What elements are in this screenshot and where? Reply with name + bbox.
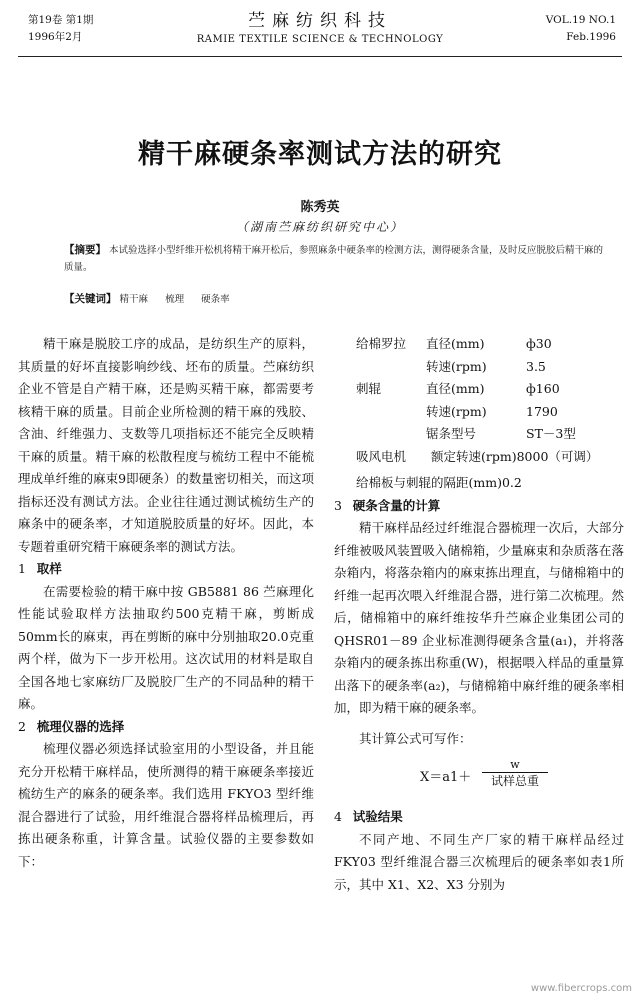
section-number: 3 <box>334 497 342 513</box>
journal-name <box>18 10 622 48</box>
sampling-paragraph: 在需要检验的精干麻中按 GB5881 86 苎麻理化性能试验取样方法抽取约500克精干麻，剪断成50mm长的麻束，再在剪断的麻中分别抽取20.0克重两个样，做为下一步开松用。这次试用的材料是取自全国各地七家麻纺厂及脱胶厂生产的不同品种的精干麻。 <box>18 583 314 711</box>
param-name: 直径(mm) <box>426 381 485 396</box>
instrument-paragraph: 梳理仪器必须选择试验室用的小型设备，并且能充分开松精干麻样品，使所测得的精干麻硬条率接近梳纺生产的麻条的硬条率。我们选用 FKYO3 型纤维混合器进行了试验，用纤维混合器将样品梳理后，再拣出硬条称重，计算含量。试验仪器的主要参数如下： <box>18 741 314 869</box>
param-row <box>334 378 624 401</box>
formula-numerator: w <box>482 758 548 773</box>
formula-intro: 其计算公式可写作： <box>359 730 472 746</box>
results-paragraph: 不同产地、不同生产厂家的精干麻样品经过 FKY03 型纤维混合器三次梳理后的硬条率如表1所示，其中 X1、X2、X3 分别为 <box>334 831 624 892</box>
param-row <box>334 333 624 356</box>
volume-issue: 第19卷 第1期 <box>28 14 94 26</box>
volume-issue-en: VOL.19 NO.1 <box>545 14 616 26</box>
param-part <box>334 356 426 379</box>
section-heading-calculation <box>334 495 624 518</box>
intro-paragraph: 精干麻是脱胶工序的成品，是纺织生产的原料，其质量的好坏直接影响纱线、坯布的质量。苎麻纺织企业不管是自产精干麻，还是购买精干麻，都需要考核精干麻的质量。目前企业所检测的精干麻的残胶、含油、纤维强力、支数等几项指标还不能完全反映精干麻的质量。精干麻的松散程度与梳纺工程中不能梳理成单纤维的麻束9即硬条）的数量密切相关，而这项指标还没有测试方法。企业往往通过测试梳纺生产的麻条中的硬条率，才知道脱胶质量的好坏。因此，本专题着重研究精干麻硬条率的测试方法。 <box>18 336 314 554</box>
section-number: 4 <box>334 809 342 824</box>
param-part <box>334 423 426 446</box>
author-name: 陈秀英 <box>300 200 340 215</box>
param-name: 转速(rpm) <box>426 358 487 374</box>
left-column <box>18 333 314 873</box>
param-value: ST－3型 <box>526 426 576 441</box>
issue-info-en <box>546 12 616 46</box>
right-column <box>334 333 624 896</box>
param-name: 直径(mm) <box>426 336 485 351</box>
article-title: 精干麻硬条率测试方法的研究 <box>138 139 502 170</box>
param-part <box>334 401 426 424</box>
keyword: 硬条率 <box>201 294 230 305</box>
formula-lhs: X＝a1＋ <box>420 770 472 785</box>
section-title: 试验结果 <box>352 809 403 824</box>
section-heading-instrument <box>18 716 314 739</box>
keyword: 精干麻 <box>119 294 149 305</box>
gap-param: 给棉板与刺辊的隔距(mm)0.2 <box>356 475 522 490</box>
keywords <box>64 291 604 306</box>
param-name: 锯条型号 <box>426 426 477 441</box>
running-header <box>18 10 622 54</box>
section-number: 2 <box>18 718 26 734</box>
journal-name-en: RAMIE TEXTILE SCIENCE & TECHNOLOGY <box>196 34 444 45</box>
abstract-label: 【摘要】 <box>64 244 106 256</box>
param-row <box>334 423 624 446</box>
keyword: 梳理 <box>165 294 185 305</box>
formula-fraction <box>482 758 548 790</box>
param-row <box>334 401 624 424</box>
abstract-text: 本试验选择小型纤维开松机将精干麻开松后，参照麻条中硬条率的检测方法，测得硬条含量，及时反应脱胶后精干麻的质量。 <box>64 245 604 273</box>
param-value: ф160 <box>526 381 560 396</box>
motor-param: 吸风电机 额定转速(rpm)8000（可调） <box>356 448 599 464</box>
param-value: ф30 <box>526 336 552 351</box>
watermark: www.fibercrops.com <box>530 983 632 994</box>
calculation-paragraph: 精干麻样品经过纤维混合器梳理一次后，大部分纤维被吸风装置吸入储棉箱，少量麻束和杂质落在落杂箱内，将落杂箱内的麻束拣出理直，与储棉箱中的纤维一起再次喂入纤维混合器，进行第二次梳理。然后，储棉箱中的麻纤维按华升苎麻企业集团公司的 QHSR01－89 企业标准测得硬条含量(a₁)，并将落杂箱内的硬条拣出称重(W)，根据喂入样品的重量算出落下的硬条率(a₂)，与储棉箱中麻纤维的硬条率相加，即为精干麻的硬条率。 <box>334 520 624 715</box>
param-part: 给棉罗拉 <box>356 336 407 351</box>
keywords-label: 【关键词】 <box>64 293 117 305</box>
param-row <box>334 356 624 379</box>
section-title: 硬条含量的计算 <box>352 497 441 513</box>
section-title: 取样 <box>36 561 62 576</box>
hardstrip-formula <box>334 758 624 794</box>
section-heading-results <box>334 806 624 829</box>
journal-name-cn: 苎麻纺织科技 <box>248 11 392 31</box>
param-value: 1790 <box>526 403 558 419</box>
issue-date-en: Feb.1996 <box>566 31 616 43</box>
param-part: 刺辊 <box>356 381 382 396</box>
abstract <box>64 242 604 276</box>
author-affiliation: （湖南苎麻纺织研究中心） <box>235 220 404 234</box>
header-rule <box>18 56 622 57</box>
section-heading-sampling <box>18 558 314 581</box>
formula-denominator: 试样总重 <box>490 774 539 788</box>
param-value: 3.5 <box>526 358 546 374</box>
section-number: 1 <box>18 561 26 576</box>
param-name: 转速(rpm) <box>426 403 487 419</box>
section-title: 梳理仪器的选择 <box>36 718 125 734</box>
issue-date: 1996年2月 <box>28 31 83 43</box>
